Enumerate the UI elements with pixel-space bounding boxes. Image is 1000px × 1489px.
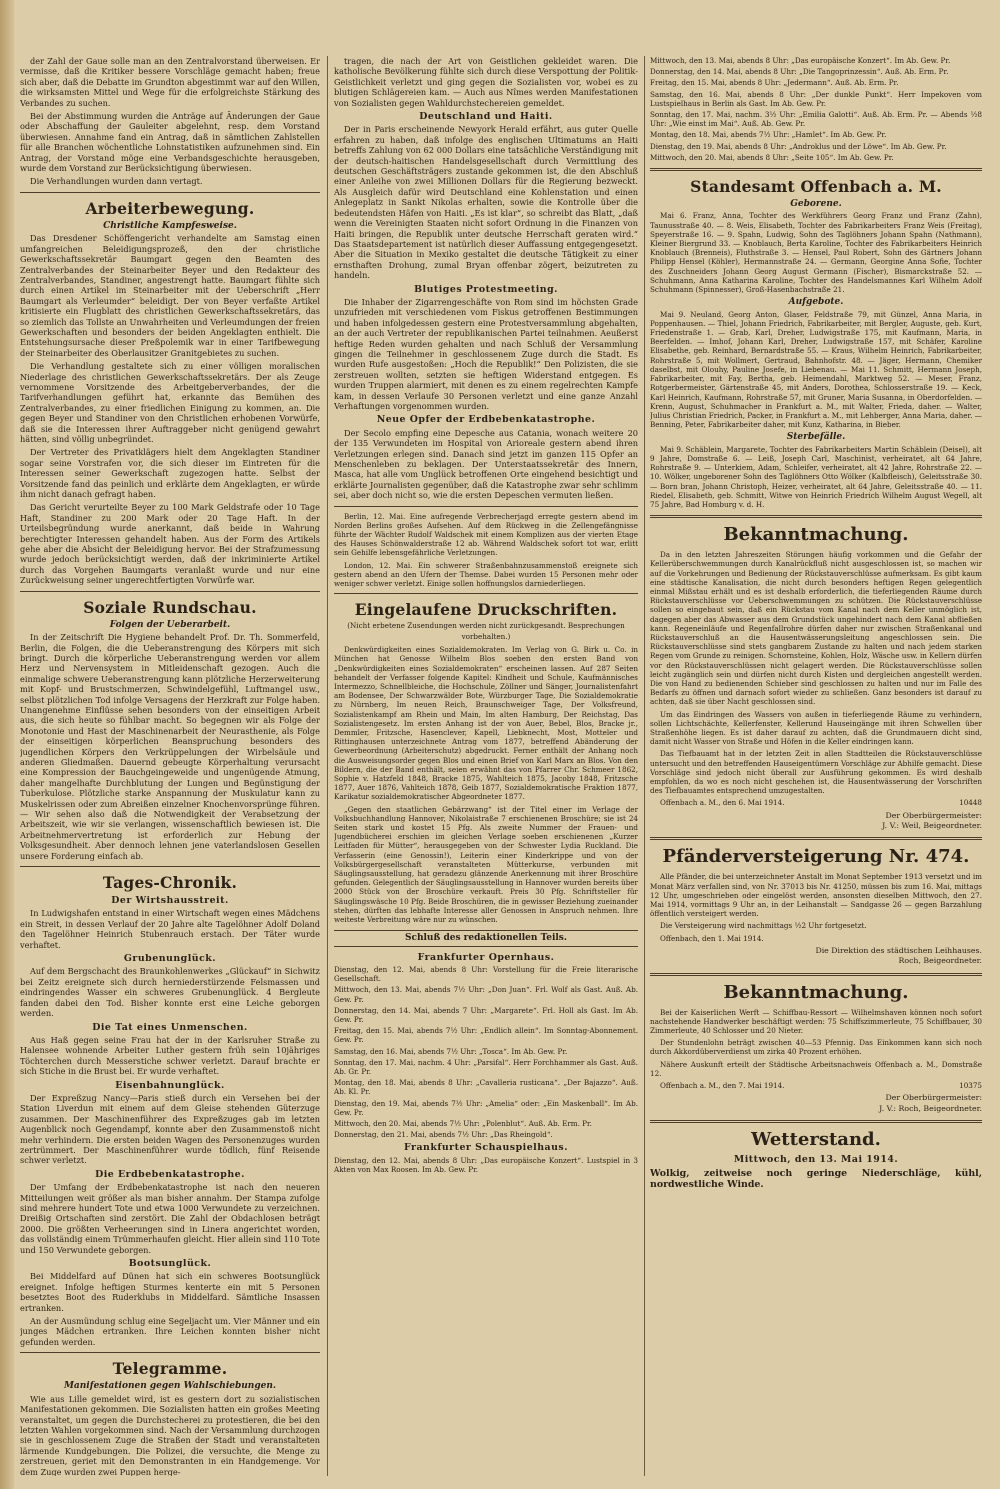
paragraph: Der Vertreter des Privatklägers hielt dem Angeklagten Standiner sogar seine Vorstrafen vor, die sich dieser im Eintreten für die Interessen seiner Gewerkschaft zugezogen hatte. Selbst der Vorsitzende fand das peinlich und erklärte dem Angeklagten, er würde ihm nicht danach gefragt haben.: [20, 447, 320, 500]
column-1: [20, 56, 320, 1476]
article-heading: Christliche Kampfesweise.: [103, 220, 237, 231]
notice-office: Die Direktion des städtischen Leihhauses.: [815, 945, 982, 955]
section-title-druckschriften: Eingelaufene Druckschriften.: [354, 600, 618, 620]
article-heading: Die Erdbebenkatastrophe.: [95, 1168, 245, 1180]
list-item: Dienstag, den 19. Mai, abends 8 Uhr: „Androklus und der Löwe“. Im Ab. Gew. Pr.: [650, 141, 947, 151]
article-heading: Neue Opfer der Erdbebenkatastrophe.: [376, 414, 596, 426]
paragraph: Bei Middelfard auf Dünen hat sich ein schweres Bootsunglück ereignet. Infolge heftigen Sturmes kenterte ein mit 5 Personen besetztes Boot des Ruderklubs in Middelfard. Sämtliche Insassen ertranken.: [20, 1271, 320, 1313]
list-item: Donnerstag, den 14. Mai, abends 8 Uhr: „Die Tangoprinzessin“. Auß. Ab. Erm. Pr.: [650, 67, 949, 77]
list-item: Sonntag, den 17. Mai, nachm. 4 Uhr: „Parsifal“. Herr Forchhammer als Gast. Auß. Ab. Gr. Pr.: [334, 1057, 638, 1077]
article-heading: Eisenbahnunglück.: [115, 1079, 225, 1091]
editorial-end-marker: Schluß des redaktionellen Teils.: [334, 930, 638, 946]
article-heading: Geborene.: [790, 199, 842, 210]
theater-heading-opernhaus: Frankfurter Opernhaus.: [417, 951, 555, 963]
divider: [334, 593, 638, 594]
notice-date-text: Offenbach a. M., den 7. Mai 1914.: [660, 1081, 785, 1091]
paragraph: Wie aus Lille gemeldet wird, ist es gestern dort zu sozialistischen Manifestationen gekommen. Die Sozialisten hatten ein großes Meeting veranstaltet, um gegen die Durchstecherei zu protestieren, die bei den letzten Wahlen vorgekommen sind. Nach der Versammlung durchzogen sie in geschlossenem Zuge die Straßen der Stadt und veranstalteten lärmende Kundgebungen. Die Polizei, die versuchte, die Menge zu zerstreuen, geriet mit den Demonstranten in ein Handgemenge. Vor dem Zuge wurden zwei Puppen herge-: [20, 1393, 320, 1476]
paragraph: Auf dem Bergschacht des Braunkohlenwerkes „Glückauf“ in Sichwitz bei Zeitz ereignete sich durch herniederstürzende Felsmassen und eindringendes Wasser ein schweres Grubenunglück. 4 Bergleute fanden dabei den Tod. Bisher konnte erst eine Leiche geborgen werden.: [20, 966, 320, 1019]
paragraph: Berlin, 12. Mai. Eine aufregende Verbrecherjagd erregte gestern abend im Norden Berlins großes Aufsehen. Auf dem Rückweg in die Zellengefängnisse führte der Wächter Rudolf Waldschek mit einem Komplizen aus der vierten Etage des Hauses Schönwalderstraße 12 ab. Während Waldschek sofort tot war, erlitt sein Gehilfe lebensgefährliche Verletzungen.: [334, 511, 638, 558]
list-item: Dienstag, den 12. Mai, abends 8 Uhr: „Das europäische Konzert“. Lustspiel in 3 Akten von Max Roosen. Im Ab. Gew. Pr.: [334, 1155, 638, 1175]
list-item: Mittwoch, den 20. Mai, abends 7½ Uhr: „Polenblut“. Auß. Ab. Erm. Pr.: [334, 1119, 592, 1129]
section-title-telegramme: Telegramme.: [112, 1359, 228, 1379]
divider: [650, 1120, 982, 1123]
list-item: Dienstag, den 12. Mai, abends 8 Uhr: Vorstellung für die Freie literarische Gesellschaft.: [334, 965, 638, 984]
divider: [650, 973, 982, 976]
paragraph: London, 12. Mai. Ein schwerer Straßenbahnzusammenstoß ereignete sich gestern abend an den Ufern der Themse. Dabei wurden 15 Personen mehr oder weniger schwer verletzt. Einige sollen hoffnungslos darniederliegen.: [334, 560, 638, 589]
notice-date: Offenbach, den 1. Mai 1914.: [660, 933, 764, 943]
notice-signature: J. V.: Roch, Beigeordneter.: [879, 1103, 982, 1113]
editor-note: (Nicht erbetene Zusendungen werden nicht zurückgesandt. Besprechungen vorbehalten.): [347, 621, 625, 641]
column-divider: [327, 56, 328, 1476]
paragraph: Nähere Auskunft erteilt der Städtische Arbeitsnachweis Offenbach a. M., Domstraße 12.: [650, 1059, 982, 1078]
divider: [650, 515, 982, 518]
theater-heading-schauspielhaus: Frankfurter Schauspielhaus.: [404, 1142, 568, 1154]
article-heading: Blutiges Protestmeeting.: [414, 283, 558, 295]
column-divider: [644, 56, 645, 1476]
notice-office: Der Oberbürgermeister:: [885, 1093, 982, 1103]
section-title-standesamt: Standesamt Offenbach a. M.: [690, 177, 942, 197]
paragraph: der Zahl der Gaue solle man an den Zentralvorstand überweisen. Er vermisse, daß die Kritiker bessere Vorschläge gemacht haben; freue sich aber, daß die Debatte im Grundton abgestimmt war auf den Willen, die wirksamsten Mittel und Wege für die erfolgreichste Stärkung des Verbandes zu suchen.: [20, 56, 320, 108]
article-heading: Manifestationen gegen Wahlschiebungen.: [63, 1381, 277, 1392]
list-item: Sonntag, den 17. Mai, nachm. 3½ Uhr: „Emilia Galotti“. Auß. Ab. Erm. Pr. — Abends ½8 Uhr: „Wie einst im Mai“. Auß. Ab. Gew. Pr.: [650, 110, 982, 129]
list-item: Freitag, den 15. Mai, abends 7½ Uhr: „Endlich allein“. Im Sonntag-Abonnement. Gew. Pr.: [334, 1026, 638, 1045]
article-heading: Grubenunglück.: [123, 953, 217, 965]
notice-date: [650, 1081, 982, 1090]
notice-title-pfaenderversteigerung: Pfänderversteigerung Nr. 474.: [662, 846, 970, 868]
paragraph: Das Dresdener Schöffengericht verhandelte am Samstag einen umfangreichen Beleidigungsprozeß, den der christliche Gewerkschaftssekretär Baumgart gegen den Beamten des Zentralverbandes der Steinarbeiter Beyer und den Redakteur des Zentralverbandes, Standiner, angestrengt hatte. Baumgart fühlte sich durch einen Artikel im Steinarbeiter mit der Ueberschrift „Herr Baumgart als Verleumder“ beleidigt. Der von Beyer verfaßte Artikel kritisierte ein Flugblatt des christlichen Gewerkschaftssekretärs, das so ziemlich das Tollste an Unwahrheiten und Verleumdungen der freien Gewerkschaften und besonders der beiden Angeklagten enthielt. Die Entstehungsursache dieser Preßpolemik war in einer Tarifbewegung der Steinarbeiter des Oberlausitzer Granitgebietes zu suchen.: [20, 233, 320, 358]
column-2: [334, 56, 638, 1476]
notice-date-text: Offenbach a. M., den 6. Mai 1914.: [660, 798, 785, 808]
list-item: Freitag, den 15. Mai, abends 8 Uhr: „Jedermann“. Auß. Ab. Erm. Pr.: [650, 78, 899, 88]
list-item: Mittwoch, den 20. Mai, abends 8 Uhr: „Seite 105“. Im Ab. Gew. Pr.: [650, 152, 894, 162]
paragraph: In Ludwigshafen entstand in einer Wirtschaft wegen eines Mädchens ein Streit, in dessen Verlauf der 20 Jahre alte Tagelöhner Adolf Doland den Tagelöhner Heinrich Stubenrauch erstach. Der Täter wurde verhaftet.: [20, 908, 320, 950]
notice-office: Der Oberbürgermeister:: [885, 810, 982, 820]
divider: [20, 591, 320, 592]
paragraph: Da in den letzten Jahreszeiten Störungen häufig vorkommen und die Gefahr der Kellerüberschwemmungen durch Kanalrückfluß nicht ausgeschlossen ist, so machen wir auf die Vorkehrungen und Bedienung der Rückstauverschlüsse aufmerksam. Es gibt kaum eine städtische Kanalisation, die nicht durch besonders heftigen Regen gelegentlich einmal Mißstau erhält und es ist deshalb erforderlich, die tieferliegenden Räume durch Rückstauverschlüsse vor Ueberschwemmungen zu schützen. Die Rückstauverschlüsse sollen so eingebaut sein, daß ein Rückstau vom Kanal nach dem Keller unmöglich ist, dagegen aber das Abwasser aus dem Grundstück ungehindert nach dem Kanal abfließen kann. Regeneinläufe und Regenfallrohre dürfen daher nur zwischen Straßenkanal und Rückstauverschluß an die Hausentwässerungsleitung angeschlossen sein. Die Rückstauverschlüsse sind stets gangbarem Zustande zu halten und nach jedem starken Regen vom Grunde zu reinigen. Schornsteine, Kohlen, Holz, Wäsche usw. in Kellern dürfen vor den Rückstauverschlüssen nicht gelagert werden. Die Rückstauverschlüsse sollen leicht zugänglich sein und dürfen nicht durch Kisten und dergleichen angestellt werden. Die von Hand zu bedienenden Schieber sind geschlossen zu halten und nur im Falle des Bedarfs zu öffnen und darnach sofort wieder zu schließen. Ganz besonders ist darauf zu achten, daß sie über Nacht geschlossen sind.: [650, 550, 982, 707]
paragraph: tragen, die nach der Art von Geistlichen gekleidet waren. Die katholische Bevölkerung fühlte sich durch diese Verspottung der Politik-Geistlichkeit verletzt und ging gegen die Sozialisten vor, wobei es zu blutigen Schlägereien kam. — Auch aus Nîmes werden Manifestationen von Sozialisten gegen Wahldurchstechereien gemeldet.: [334, 56, 638, 108]
notice-date: [650, 798, 982, 807]
paragraph: Mai 6. Franz, Anna, Tochter des Werkführers Georg Franz und Franz (Zahn), Taunusstraße 40. — 8. Weis, Elisabeth, Tochter des Fabrikarbeiters Franz Weis (Freitag), Speyerstraße 16. — 9. Spahn, Ludwig, Sohn des Taglöhners Johann Spahn (Nathmann), Kleiner Biergrund 33. — Knoblauch, Berta Karoline, Tochter des Fabrikarbeiters Heinrich Knoblauch (Brenneis), Fluthstraße 3. — Hensel, Paul Robert, Sohn des Gärtners Johann Philipp Hensel (Köhler), Hermannstraße 24. — Germann, Georgine Anna Sofie, Tochter des Zuschneiders Johann Georg August Germann (Fischer), Bismarckstraße 52. — Schuhmann, Anna Katharina Karoline, Tochter des Handelsmannes Karl Wilhelm Adolf Schuhmann (Spinnesser), Groß-Hasenbachstraße 21.: [650, 211, 982, 295]
notice-title-wetterstand: Wetterstand.: [751, 1129, 881, 1151]
section-title-tages-chronik: Tages-Chronik.: [102, 873, 238, 893]
paragraph: Mai 9. Neuland, Georg Anton, Glaser, Feldstraße 79, mit Günzel, Anna Maria, in Poppenhausen. — Thiel, Johann Friedrich, Fabrikarbeiter, mit Bergler, Auguste, geb. Kurt, Friedenstraße 1. — Grab, Karl, Dreher, Ludwigstraße 175, mit Kaufmann, Maria, in Beerfelden. — Imhof, Johann Karl, Dreher, Ludwigstraße 157, mit Schäfer, Karoline Elisabethe, geb. Reinhard, Bernardstraße 55. — Kraus, Wilhelm Heinrich, Fabrikarbeiter, Rohrstraße 5, mit Wollmert, Gertraud, Bahnhofstr. 48. — Jäger, Hermann, Chemiker daselbst, mit Olouhy, Pauline Josefe, in Liebenau. — Mai 11. Schmitt, Hermann Joseph, Fabrikarbeiter, mit Fay, Bertha, geb. Heimendahl, Marktweg 52. — Meser, Franz, Rotgerbermeister, Gärtenstraße 45, mit Anders, Dorothea, Schlosserstraße 19. — Keck, Karl Heinrich, Kaufmann, Rohrstraße 57, mit Gruner, Maria Susanna, in Oberdorfelden. — Krenn, August, Schuhmacher in Frankfurt a. M., mit Walter, Frieda, daher. — Walter, Julius Christian Friedrich, Packer, in Frankfurt a. M., mit Lehberger, Anna Maria, daher. — Benning, Peter, Fabrikarbeiter daher, mit Kunz, Katharina, in Bieber.: [650, 309, 982, 430]
notice-number: 10448: [959, 798, 982, 808]
weather-date: Mittwoch, den 13. Mai 1914.: [733, 1154, 899, 1166]
paragraph: Mai 9. Schäblein, Margarete, Tochter des Fabrikarbeiters Martin Schäblein (Deisel), alt 9 Jahre, Domstraße 6. — Leiß, Joseph Carl, Maschinist, verheiratet, alt 64 Jahre, Rohrstraße 9. — Unterkiem, Adam, Schleifer, verheiratet, alt 42 Jahre, Rohrstraße 22. — 10. Wölker, ungeborener Sohn des Taglöhners Otto Wölker (Kalbfleisch), Geleitsstraße 30. — Born bran, Johann Christoph, Heizer, verheiratet, alt 64 Jahre, Geleitsstraße 40. — 11. Riedel, Elisabeth, geb. Schmitt, Witwe von Heinrich Friedrich Wilhelm August Wegell, alt 75 Jahre, Bad Homburg v. d. H.: [650, 444, 982, 509]
paragraph: Alle Pfänder, die bei unterzeichneter Anstalt im Monat September 1913 versetzt und im Monat März verfallen sind, von Nr. 37013 bis Nr. 41250, müssen bis zum 16. Mai, mittags 12 Uhr, umgeschrieben oder eingelöst werden, ansonsten dieselben Mittwoch, den 27. Mai 1914, vormittags 9 Uhr an, in der Leihanstalt — Sandgasse 26 — gegen Barzahlung öffentlich versteigert werden.: [650, 872, 982, 919]
notice-signature: Roch, Beigeordneter.: [898, 956, 982, 966]
article-heading: Deutschland und Haiti.: [419, 111, 553, 123]
column-3: [650, 56, 982, 1476]
paper-edge: [0, 0, 14, 1489]
paragraph: An der Ausmündung schlug eine Segeljacht um. Vier Männer und ein junges Mädchen ertranken. Ihre Leichen konnten bisher nicht gefunden werden.: [20, 1316, 320, 1347]
list-item: Donnerstag, den 21. Mai, abends 7½ Uhr: „Das Rheingold“.: [334, 1130, 553, 1140]
article-heading: Der Wirtshausstreit.: [111, 895, 229, 907]
list-item: Mittwoch, den 13. Mai, abends 7½ Uhr: „Don Juan“. Frl. Wolf als Gast. Auß. Ab. Gew. Pr.: [334, 985, 638, 1004]
paragraph: Um das Eindringen des Wassers von außen in tieferliegende Räume zu verhindern, sollen Lichtschächte, Kellerfenster, Kellerund Hauseingänge mit ihren Schwellen über Straßenhöhe liegen. Es ist daher darauf zu achten, daß die Grundmauern dicht sind, damit nicht Wasser von Straße und Höfen in die Keller eindringen kann.: [650, 709, 982, 747]
paragraph: „Gegen den staatlichen Gebärzwang“ ist der Titel einer im Verlage der Volksbuchhandlung Hannover, Nikolaistraße 7 erschienenen Broschüre; sie ist 24 Seiten stark und kostet 15 Pfg. Als zweite Nummer der Frauen- und Jugendbücherei erschien im gleichen Verlage soeben erschienenen „Kurzer Leitfaden für Mütter“, herausgegeben von der Schwester Lydia Ruckland. Die Verfasserin (eine Genossin!), Leiterin einer Kinderkrippe und von der Volksbürgergesellschaft veranstalteten Mütterkurse, verbunden mit Säuglingsausstellung, hat geradezu glänzende Anerkennung mit ihrer Broschüre gefunden. Gelegentlich der Säuglingsausstellung in Hannover wurden bereits über 2000 Stück von der Broschüre verkauft. Preis 30 Pfg. Schriftsteller für Säuglingswäsche 10 Pfg. Beide Broschüren, die in gewisser Beziehung zueinander stehen, dürften das lebhafte Interesse aller Genossen in Anspruch nehmen. Ihre weiteste Verbreitung wäre nur zu wünschen.: [334, 804, 638, 924]
paragraph: Die Verhandlungen wurden dann vertagt.: [30, 176, 203, 187]
notice-title-bekanntmachung: Bekanntmachung.: [723, 524, 909, 546]
paragraph: Das Gericht verurteilte Beyer zu 100 Mark Geldstrafe oder 10 Tage Haft, Standiner zu 200 Mark oder 20 Tage Haft. In der Urteilsbegründung wurde anerkannt, daß beide in Wahrung berechtigter Interessen gehandelt haben. Aus der Form des Artikels gehe aber die Absicht der Beleidigung hervor. Bei der Strafzumessung wurde jedoch berücksichtigt werden, daß der inkriminierte Artikel durch das Vorgehen Baumgarts veranlaßt wurde und nur eine Zurückweisung seiner ungerechtfertigten Vorwürfe war.: [20, 502, 320, 586]
paragraph: Die Versteigerung wird nachmittags ½2 Uhr fortgesetzt.: [660, 921, 867, 931]
paragraph: In der Zeitschrift Die Hygiene behandelt Prof. Dr. Th. Sommerfeld, Berlin, die Folgen, die die Ueberanstrengung des Körpers mit sich bringt. Durch die körperliche Ueberanstrengung werden vor allem Herz und Nervensystem in Mitleidenschaft gezogen. Auch die einmalige schwere Ueberanstrengung kann plötzliche Herzerweiterung mit Kopf- und Brustschmerzen, Schwindelgefühl, Luftmangel usw., selbst plötzlichen Tod infolge Versagens der Herzkraft zur Folge haben. Unangenehme Einflüsse sehen besonders von der einseitigen Arbeit aus, die sich heute so fühlbar macht. So begegnen wir als Folge der Monotonie und Hast der Maschinenarbeit der Neurasthenie, als Folge der einseitigen körperlichen Beanspruchung besonders des jugendlichen Körpers den Verkrüppelungen der Wirbelsäule und anderen Gliedmaßen. Dauernd gebeugte Körperhaltung verursacht eine Kompression der Bauchgeingeweide und ungenügende Atmung, daher mangelhafte Durchblutung der Lungen und Begünstigung der Tuberkulose. Plötzliche starke Anspannung der Muskulatur kann zu Muskelrissen oder zum Abreißen einzelner Knochenvorsprünge führen. — Wir sehen also daß die Notwendigkeit der Verabsetzung der Arbeitszeit, wie wir sie verlangen, wissenschaftlich bewiesen ist. Die Arbeitnehmervertretung ist erforderlich zur Hebung der Volksgesundheit. Aber dennoch lehnen jene vaterlandslosen Gesellen unsere Forderung einfach ab.: [20, 632, 320, 861]
divider: [334, 506, 638, 507]
paragraph: Das Tiefbauamt hat in der letzten Zeit in allen Stadtteilen die Rückstauverschlüsse untersucht und den betreffenden Hauseigentümern Vorschläge zur Abhilfe gemacht. Diese Vorschläge sind jedoch nicht überall zur Ausführung gekommen. Es wird deshalb empfohlen, da wo es noch nicht geschehen ist, die Hausentwässerung der Vorschriften des Tiefbauamtes entsprechend umzugestalten.: [650, 749, 982, 796]
list-item: Samstag, den 16. Mai, abends 7½ Uhr: „Tosca“. Im Ab. Gew. Pr.: [334, 1046, 568, 1056]
paragraph: Aus Haß gegen seine Frau hat der in der Karlsruher Straße zu Halensee wohnende Arbeiter Luther gestern früh sein 10jähriges Töchterchen durch Messerstiche schwer verletzt. Darauf brachte er sich Stiche in die Brust bei. Er wurde verhaftet.: [20, 1034, 320, 1077]
notice-number: 10375: [959, 1081, 982, 1091]
list-item: Dienstag, den 19. Mai, abends 7½ Uhr: „Amelia“ oder: „Ein Maskenball“. Im Ab. Gew. Pr.: [334, 1098, 638, 1117]
notice-title-bekanntmachung-2: Bekanntmachung.: [723, 981, 909, 1003]
divider: [20, 866, 320, 867]
article-heading: Die Tat eines Unmenschen.: [92, 1021, 248, 1033]
list-item: Montag, den 18. Mai, abends 7½ Uhr: „Hamlet“. Im Ab. Gew. Pr.: [650, 130, 887, 140]
list-item: Mittwoch, den 13. Mai, abends 8 Uhr: „Das europäische Konzert“. Im Ab. Gew. Pr.: [650, 56, 951, 65]
paragraph: Der Stundenlohn beträgt zwischen 40—53 Pfennig. Das Einkommen kann sich noch durch Akkordüberverdienst um zirka 40 Prozent erhöhen.: [650, 1038, 982, 1057]
divider: [650, 837, 982, 840]
paragraph: Der Expreßzug Nancy—Paris stieß durch ein Versehen bei der Station Liverdun mit einem auf dem Gleise stehenden Güterzuge zusammen. Der Maschinenführer des Expreßzuges gab im letzten Augenblick noch Gegendampf, konnte aber den Zusammenstoß nicht mehr verhindern. Die ersten beiden Wagen des Personenzuges wurden zertrümmert. Der Maschinenführer wurde tödlich, fünf Reisende schwer verletzt.: [20, 1092, 320, 1166]
divider: [20, 192, 320, 193]
weather-forecast: Wolkig, zeitweise noch geringe Niederschläge, kühl, nordwestliche Winde.: [650, 1167, 982, 1190]
paragraph: Denkwürdigkeiten eines Sozialdemokraten. Im Verlag von G. Birk u. Co. in München hat Genosse Wilhelm Blos soeben den ersten Band von „Denkwürdigkeiten eines Sozialdemokraten“ erscheinen lassen. Auf 287 Seiten behandelt der Verfasser folgende Kapitel: Kindheit und Schule, Kaufmännisches Intermezzo, Schnellbleiche, die Hochschule, Zöllner und Sänger, Journalistenfahrt am Bodensee, Der Schwarzwälder Bote, Würzburger Tage, Die Sozialdemokratie zu Nürnberg, Im neuen Reich, Braunschweiger Tage, Der Volksfreund, Sozialistenkampf am Rhein und Main, Im alten Hamburg, Der Reichstag, Das Sozialistengesetz. Im ersten Anhang ist der von Auer, Bebel, Blos, Bracke jr., Demmler, Fritzsche, Hasenclever, Kapell, Liebknecht, Most, Motteler und Rittinghausen unterzeichnete Antrag vom 1877, betreffend Abänderung der Gewerbeordnung (Arbeiterschutz) abgedruckt. Ferner enthält der Anhang noch die Ausweisungsorder gegen Blos und einen Brief von Karl Marx an Blos. Von den Bildern, die der Band enthält, seien erwähnt das von Pfarrer Chr. Schmeer 1862, Sophie v. Hatzfeld 1848, Bracke 1875, Wahlteich 1875, Jacoby 1848, Fritzsche 1877, Auer 1876, Vahlteich 1878, Geib 1877, Sozialdemokratische Fraktion 1877, Karikatur sozialdemokratischer Abgeordneter 1877.: [334, 645, 638, 802]
divider: [650, 168, 982, 171]
list-item: Montag, den 18. Mai, abends 8 Uhr: „Cavalleria rusticana“. „Der Bajazzo“. Auß. Ab. Kl. Pr.: [334, 1078, 638, 1097]
paragraph: Die Verhandlung gestaltete sich zu einer völligen moralischen Niederlage des christlichen Gewerkschaftssekretärs. Der als Zeuge vernommene Vorsitzende des Arbeitgeberverbandes, der die Tarifverhandlungen geführt hat, erkannte das Bemühen des Zentralverbandes, zu einer friedlichen Einigung zu kommen, an. Die gegen Beyer und Standiner von den Christlichen erhobenen Vorwürfe, daß sie die Interessen ihrer Auftraggeber nicht genügend gewahrt hätten, sind völlig unbegründet.: [20, 361, 320, 444]
article-heading: Bootsunglück.: [128, 1258, 212, 1270]
paragraph: Der in Paris erscheinende Newyork Herald erfährt, aus guter Quelle erfahren zu haben, daß infolge des englischen Ultimatums an Haiti betreffs Zahlung von 62 000 Dollars eine tatsächliche Verständigung mit der deutsch-haitischen Handelsgesellschaft durch Vermittlung des deutschen Geschäftsträgers zustande gekommen ist, die den Abschluß einer Anleihe von zwei Millionen Dollars für die Regierung bezweckt. Als Ausgleich dafür wird Deutschland eine Kohlenstation und einen Anlegeplatz in Sankt Nikolas erhalten, sowie die Kontrolle über die bedeutendsten Häfen von Haiti. „Es ist klar“, so schreibt das Blatt, „daß wenn die Vereinigten Staaten nicht sofort Ordnung in die Finanzen von Haiti bringen, die Republik unter deutsche Herrschaft geraten wird.“ Das Staatsdepartement ist natürlich dieser Auffassung entgegengesetzt. Aber die Situation in Mexiko gestaltet die deutsche Tätigkeit zu einer ernsthaften Drohung, zumal Bryan offenbar zögert, beizutreten zu handeln.: [334, 124, 638, 281]
paragraph: Der Secolo empfing eine Depesche aus Catania, wonach weitere 20 der 135 Verwundeten im Hospital von Arioreale gestern abend ihren Verletzungen erlegen sind. Danach sind jetzt im ganzen 115 Opfer an Menschenleben zu beklagen. Der Unterstaatssekretär des Innern, Masca, hat alle vom Unglück betroffenen Orte eingehend besichtigt und erklärte Journalisten gegenüber, daß die Katastrophe zwar sehr schlimm sei, aber doch nicht so, wie die ersten Depeschen vermuten ließen.: [334, 427, 638, 501]
list-item: Samstag, den 16. Mai, abends 8 Uhr: „Der dunkle Punkt“. Herr Impekoven vom Lustspielhaus in Berlin als Gast. Im Ab. Gew. Pr.: [650, 89, 982, 108]
article-heading: Aufgebote.: [788, 297, 844, 308]
section-title-arbeiterbewegung: Arbeiterbewegung.: [85, 198, 255, 218]
article-heading: Sterbefälle.: [786, 432, 846, 443]
section-title-soziale-rundschau: Soziale Rundschau.: [83, 597, 257, 617]
list-item: Donnerstag, den 14. Mai, abends 7 Uhr: „Margarete“. Frl. Holl als Gast. Im Ab. Gew. Pr.: [334, 1005, 638, 1025]
divider: [20, 1352, 320, 1353]
notice-signature: J. V.: Weil, Beigeordneter.: [882, 821, 982, 831]
paragraph: Bei der Kaiserlichen Werft — Schiffbau-Ressort — Wilhelmshaven können noch sofort nachstehende Handwerker beschäftigt werden: 75 Schiffszimmerleute, 75 Schiffbauer, 30 Zimmerleute, 40 Schlosser und 20 Nieter.: [650, 1007, 982, 1036]
paragraph: Bei der Abstimmung wurden die Anträge auf Änderungen der Gaue oder Abschaffung der Gauleiter abgelehnt, resp. dem Vorstand überwiesen. Annahme fand ein Antrag, daß in sämtlichen Zahlstellen für alle Branchen wöchentliche Lohnstatistiken aufzunehmen sind. Ein Antrag, der Vorstand möge eine Verbandsgeschichte herausgeben, wurde dem Vorstand zur Berücksichtigung überwiesen.: [20, 111, 320, 174]
article-heading: Folgen der Ueberarbeit.: [109, 619, 231, 630]
paragraph: Die Inhaber der Zigarrengeschäfte von Rom sind im höchsten Grade unzufrieden mit verschiedenen vom Fiskus getroffenen Bestimmungen und haben infolgedessen gestern eine Protestversammlung abgehalten, an der auch Vertreter der republikanischen Partei teilnahmen. Aeußerst heftige Reden wurden gehalten und nach Schluß der Versammlung gingen die Teilnehmer in geschlossenem Zuge durch die Stadt. Es wurden Rufe ausgestoßen: „Hoch die Republik!“ Den Polizisten, die sie zerstreuen wollten, setzten sie heftigen Widerstand entgegen. Es wurden Truppen alarmiert, mit denen es zu einem regelrechten Kampfe kam, in dessen Verlaufe 30 Personen verletzt und eine ganze Anzahl Verhaftungen vorgenommen wurden.: [334, 296, 638, 411]
paragraph: Der Umfang der Erdbebenkatastrophe ist nach den neueren Mitteilungen weit größer als man bisher annahm. Der Stampa zufolge sind mehrere hundert Tote und etwa 1000 Verwundete zu verzeichnen. Dreißig Ortschaften sind zerstört. Die Zahl der Obdachlosen beträgt 2000. Die größten Verheerungen sind in Linera angerichtet worden, das vollständig einem Trümmerhaufen gleicht. Hier allein sind 110 Tote und 150 Verwundete geborgen.: [20, 1182, 320, 1255]
